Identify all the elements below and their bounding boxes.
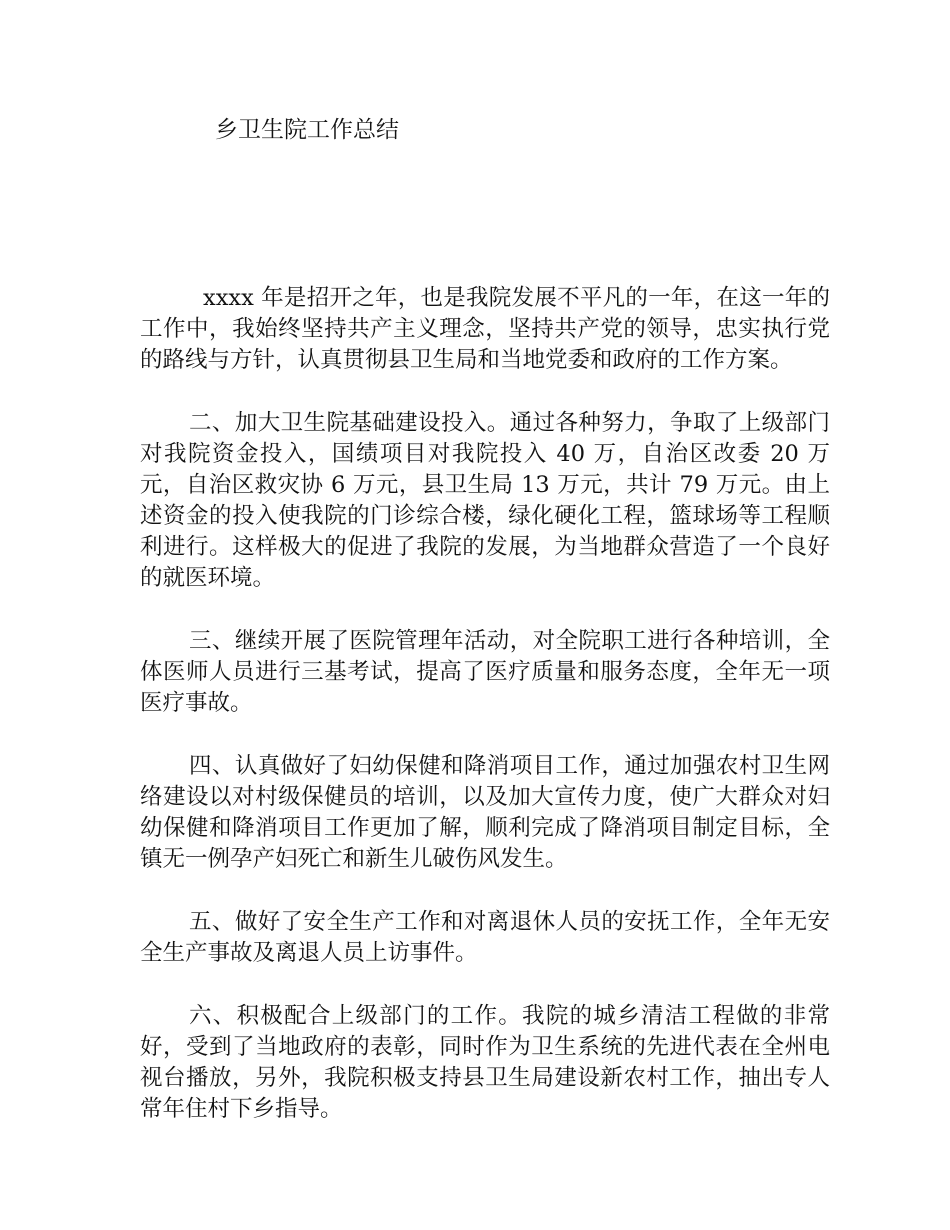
paragraph-cooperation: 六、积极配合上级部门的工作。我院的城乡清洁工程做的非常好，受到了当地政府的表彰，同时作为卫生系统的先进代表在全州电视台播放，另外，我院积极支持县卫生局建设新农村工作，抽出专人常年住村下乡指导。 — [140, 1003, 830, 1122]
document-title: 乡卫生院工作总结 — [215, 117, 399, 143]
paragraph-intro: xxxx 年是招开之年，也是我院发展不平凡的一年，在这一年的工作中，我始终坚持共产主义理念，坚持共产党的领导，忠实执行党的路线与方针，认真贯彻县卫生局和当地党委和政府的工作方案。 — [140, 285, 830, 373]
paragraph-infrastructure: 二、加大卫生院基础建设投入。通过各种努力，争取了上级部门对我院资金投入，国绩项目对我院投入 40 万，自治区改委 20 万元，自治区救灾协 6 万元，县卫生局 13 万元，共计 79 万元。由上述资金的投入使我院的门诊综合楼，绿化硬化工程，篮球场等工程顺利进行。这样极大的促进了我院的发展，为当地群众营造了一个良好的就医环境。 — [140, 410, 830, 591]
document-body — [140, 283, 830, 1157]
paragraph-maternal-health: 四、认真做好了妇幼保健和降消项目工作，通过加强农村卫生网络建设以对村级保健员的培训，以及加大宣传力度，使广大群众对妇幼保健和降消项目工作更加了解，顺利完成了降消项目制定目标，全镇无一例孕产妇死亡和新生儿破伤风发生。 — [140, 753, 830, 872]
paragraph-management: 三、继续开展了医院管理年活动，对全院职工进行各种培训，全体医师人员进行三基考试，提高了医疗质量和服务态度，全年无一项医疗事故。 — [140, 628, 830, 716]
paragraph-safety: 五、做好了安全生产工作和对离退休人员的安抚工作，全年无安全生产事故及离退人员上访事件。 — [140, 909, 830, 966]
